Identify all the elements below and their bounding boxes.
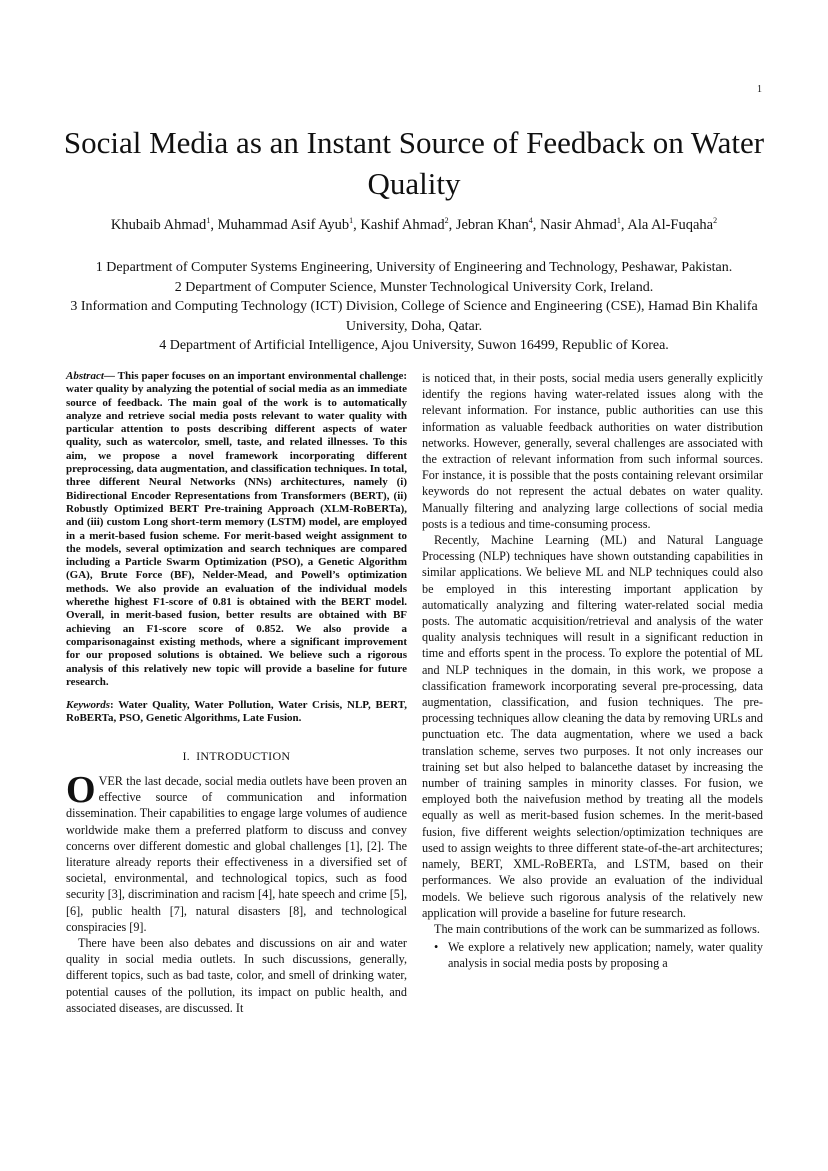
affiliation-2: 2 Department of Computer Science, Munster Technological University Cork, Ireland. [174,279,654,295]
author-affiliation-mark: 1 [206,216,211,225]
keywords-text: : Water Quality, Water Pollution, Water Crisis, NLP, BERT, RoBERTa, PSO, Genetic Algorithms, Late Fusion. [66,699,407,725]
left-column [66,370,407,1016]
intro-paragraph-5: The main contributions of the work can be summarized as follows. [434,921,760,936]
affiliations [62,258,766,356]
affiliation-4: 4 Department of Artificial Intelligence, Ajou University, Suwon 16499, Republic of Korea. [159,338,669,353]
abstract [66,370,407,689]
section-numeral: I. [182,750,190,763]
contributions-list [422,939,763,971]
section-heading-rest: NTRODUCTION [200,748,291,763]
affiliation-1: 1 Department of Computer Systems Engineering, University of Engineering and Technology, Peshawar, Pakistan. [95,260,733,275]
author-name: Khubaib Ahmad [110,216,207,233]
author-affiliation-mark: 2 [713,216,718,225]
keywords-label: Keywords [66,699,110,712]
paper-title: Social Media as an Instant Source of Feedback on Water Quality [63,125,765,201]
abstract-text: — This paper focuses on an important environmental challenge: water quality by analyzing the potential of social media as an immediate source of feedback. The main goal of the work is to automatically analyze and retrieve social media posts relevant to water quality with particular attention to posts describing different aspects of water quality, such as watercolor, smell, taste, and related illnesses. To this aim, we propose a novel framework incorporating different preprocessing, data augmentation, and classification techniques. In total, three different Neural Networks (NNs) architectures, namely (i) Bidirectional Encoder Representations from Transformers (BERT), (ii) Robustly Optimized BERT Pre-training Approach (XLM-RoBERTa), and (iii) custom Long short-term memory (LSTM) model, are employed in a merit-based fusion scheme. For merit-based weight assignment to the models, several optimization and search techniques are compared including a Particle Swarm Optimization (PSO), a Genetic Algorithm (GA), Brute Force (BF), Nelder-Mead, and Powell’s optimization methods. We also provide an evaluation of the individual models wherethe highest F1-score of 0.81 is obtained with the BERT model. Overall, in merit-based fusion, better results are obtained with BF achieving an F1-score score of 0.852. We also provide a comparisonagainst existing methods, where a significant improvement for our proposed solutions is obtained. We believe such a rigorous analysis of this relatively new topic will provide a baseline for future research. [66,370,407,688]
author-name: Nasir Ahmad [539,216,617,233]
section-heading-initial: I [196,750,201,763]
intro-paragraph-2: There have been also debates and discussions on air and water quality in social media outlets. In such discussions, generally, different topics, such as bad taste, color, and smell of drinking water, potential causes of the pollution, its impact on public health, and associated diseases, are discussed. It [66,935,407,1015]
right-column [422,370,763,972]
author-affiliation-mark: 2 [444,216,449,225]
drop-cap: O [66,768,96,811]
author-name: Muhammad Asif Ayub [217,216,350,233]
abstract-label: Abstract [66,370,104,382]
author-affiliation-mark: 4 [528,216,533,225]
keywords [66,699,407,726]
author-affiliation-mark: 1 [349,216,354,225]
intro-paragraph-1-text: VER the last decade, social media outlets have been proven an effective source of communication and information dissemination. Their capabilities to engage large volumes of audience worldwide make them a preferred platform to discuss and convey concerns over different domestic and global challenges [1], [2]. The literature already reports their effectiveness in a diversified set of societal, environmental, and technological topics, such as food security [3], discrimination and racism [4], hate speech and crime [5], [6], public health [7], natural disasters [8], and technological conspiracies [9]. [66,773,407,934]
contribution-item: • We explore a relatively new application; namely, water quality analysis in social media posts by proposing a [448,939,763,971]
intro-paragraph-1 [66,768,407,935]
author-name: Jebran Khan [455,216,529,233]
intro-paragraph-4: Recently, Machine Learning (ML) and Natural Language Processing (NLP) techniques have shown outstanding capabilities in similar applications. We believe ML and NLP techniques could also be employed in this interesting important application by automatically analyzing and filtering water-related social media posts. The automatic acquisition/retrieval and analysis of the water quality analysis techniques will result in a significant reduction in time and efforts spent in the process. To explore the potential of ML and NLP techniques in the domain, in this work, we propose a classification framework incorporating several pre-processing, data augmentation, classification, and fusion techniques. The pre-processing techniques allow cleaning the data by removing URLs and punctuation etc. The data augmentation, where we used a back translation scheme, serves two purposes. It not only increases our training set but also helped to balancethe dataset by increasing the number of training samples in minority classes. For fusion, we employed both the naivefusion method by treating all the models equally as well as merit-based fusion schemes. In the merit-based fusion, five different weights selection/optimization techniques are used to assign weights to three different state-of-the-art architectures; namely, BERT, XML-RoBERTa, and LSTM, based on their performances. We also provide an evaluation of the individual models. We believe such rigorous analysis of the relatively new application will provide a baseline for future research. [422,533,763,920]
section-heading-introduction [66,748,407,765]
author-list: Khubaib Ahmad$^1$, Muhammad Asif Ayub$^1$, Kashif Ahmad$^2$, Jebran Khan$^4$, Nasir Ahmad$^1$, Ala Al-Fuqaha$^2$ [110,216,718,233]
affiliation-3: 3 Information and Computing Technology (ICT) Division, College of Science and Engineering (CSE), Hamad Bin Khalifa University, Doha, Qatar. [70,299,758,334]
intro-paragraph-3: is noticed that, in their posts, social media users generally explicitly identify the regions having water-related issues along with the relevant information. For instance, public authorities can use this information as valuable feedback authorities on water distribution networks. However, generally, several challenges are associated with the extraction of relevant information from such informal sources. For instance, it is possible that the posts containing relevant orsimilar keywords do not represent the actual debates on water quality. Manually filtering and analyzing large collections of social media posts is a tedious and time-consuming process. [422,371,763,531]
author-name: Ala Al-Fuqaha [627,216,714,233]
author-name: Kashif Ahmad [360,216,445,233]
page-number: 1 [757,84,762,95]
author-affiliation-mark: 1 [616,216,621,225]
